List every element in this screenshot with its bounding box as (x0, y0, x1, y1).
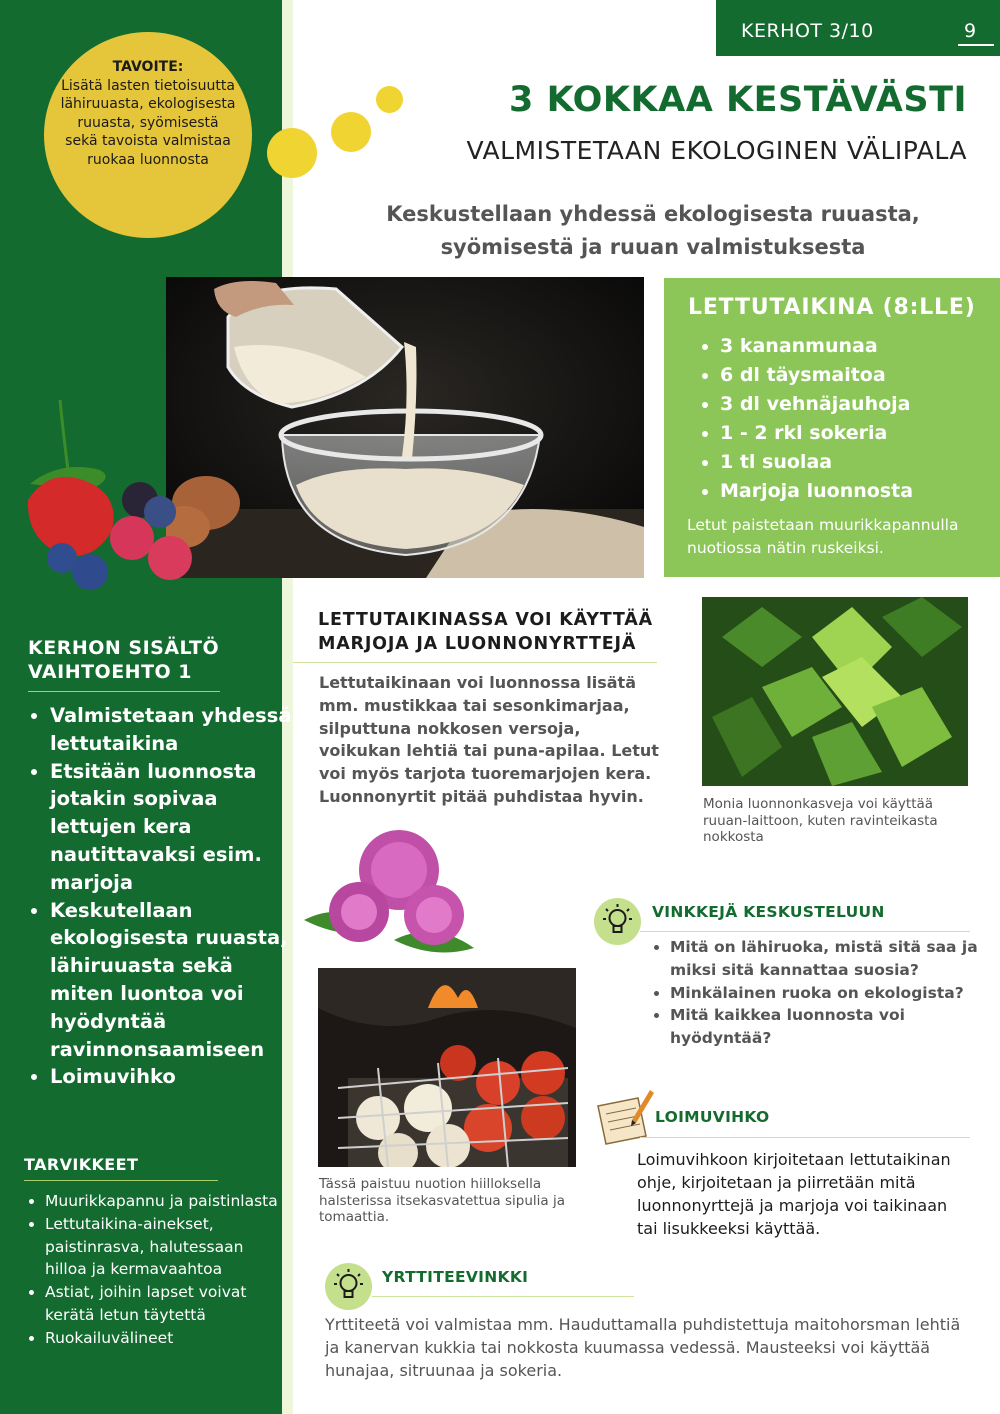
notebook-body: Loimuvihkoon kirjoitetaan lettutaikinan ohje, kirjoitetaan ja piirretään mitä luonnonyrttejä ja marjoja voi taikinaan tai lisukkeeksi käyttää. (637, 1150, 951, 1238)
supplies-item: • Muurikkapannu ja paistinlasta (45, 1190, 290, 1213)
page-subtitle: VALMISTETAAN EKOLOGINEN VÄLIPALA (466, 136, 967, 165)
club-content-item: • Valmistetaan yhdessä lettutaikina (50, 702, 300, 758)
berries-section-divider (293, 662, 657, 663)
supplies-item: • Astiat, joihin lapset voivat kerätä letun täytettä (45, 1281, 290, 1327)
supplies-title: TARVIKKEET (24, 1155, 139, 1174)
tips-list (648, 936, 990, 1050)
campfire-caption: Tässä paistuu nuotion hiilloksella halsterissa itsekasvatettua sipulia ja tomaattia. (319, 1176, 565, 1225)
tips-item: • Minkälainen ruoka on ekologista? (670, 982, 990, 1005)
goal-text (60, 58, 236, 169)
berries-section-body: Lettutaikinaan voi luonnossa lisätä mm. mustikkaa tai sesonkimarjaa, silputtuna nokkosen versoja, voikukan lehtiä tai puna-apilaa. Letut voi myös tarjota tuoremarjojen kera. Luonnonyrtit pitää puhdistaa hyvin. (319, 673, 659, 806)
recipe-ingredient-list (696, 332, 913, 506)
club-content-item: • Etsitään luonnosta jotakin sopivaa lettujen kera nautittavaksi esim. marjoja (50, 758, 300, 897)
goal-description: Lisätä lasten tietoisuutta lähiruuasta, ekologisesta ruuasta, syömisestä sekä tavoista valmistaa ruokaa luonnosta (60, 77, 236, 168)
lightbulb-icon (325, 1263, 372, 1310)
page-number: 9 (964, 20, 977, 42)
page-title: 3 KOKKAA KESTÄVÄSTI (509, 80, 967, 120)
nettle-photo (702, 597, 968, 786)
herb-tea-body: Yrttiteetä voi valmistaa mm. Hauduttamalla puhdistettuja maitohorsman lehtiä ja kanervan kukkia tai nokkosta kuumassa vedessä. Mausteeksi voi käyttää hunajaa, sitruunaa ja sokeria. (325, 1315, 961, 1380)
supplies-list (24, 1190, 290, 1350)
recipe-ingredient: • Marjoja luonnosta (720, 477, 913, 506)
recipe-ingredient: • 6 dl täysmaitoa (720, 361, 913, 390)
recipe-title: LETTUTAIKINA (8:LLE) (688, 295, 976, 320)
club-content-item: • Loimuvihko (50, 1063, 300, 1091)
decor-dot-large (267, 128, 317, 178)
recipe-note: Letut paistetaan muurikkapannulla nuotiossa nätin ruskeiksi. (687, 516, 959, 557)
herb-tea-title: YRTTITEEVINKKI (382, 1268, 529, 1286)
tips-divider (640, 931, 970, 932)
club-content-title: KERHON SISÄLTÖ VAIHTOEHTO 1 (28, 637, 220, 683)
decor-dot-small (376, 86, 403, 113)
goal-title: TAVOITE: (112, 59, 184, 75)
supplies-item: • Lettutaikina-ainekset, paistinrasva, halutessaan hilloa ja kermavaahtoa (45, 1213, 290, 1281)
notebook-divider (640, 1137, 970, 1138)
red-clover-photo (304, 820, 486, 966)
recipe-ingredient: • 3 dl vehnäjauhoja (720, 390, 913, 419)
herb-tea-divider (372, 1296, 634, 1297)
club-content-item: • Keskutellaan ekologisesta ruuasta, lähiruuasta sekä miten luontoa voi hyödyntää ravinnonsaamiseen (50, 897, 300, 1064)
recipe-ingredient: • 3 kananmunaa (720, 332, 913, 361)
notebook-title: LOIMUVIHKO (655, 1108, 770, 1126)
tips-item: • Mitä kaikkea luonnosta voi hyödyntää? (670, 1004, 990, 1050)
campfire-grill-photo (318, 968, 576, 1167)
club-content-list (26, 702, 300, 1091)
supplies-divider (24, 1180, 218, 1181)
page-number-underline (958, 44, 994, 46)
notebook-pen-icon (592, 1086, 654, 1148)
berries-illustration (20, 400, 200, 590)
berries-section-title: LETTUTAIKINASSA VOI KÄYTTÄÄ MARJOJA JA LUONNONYRTTEJÄ (318, 610, 653, 654)
header-label: KERHOT 3/10 (741, 20, 874, 42)
lightbulb-icon (594, 898, 641, 945)
tips-title: VINKKEJÄ KESKUSTELUUN (652, 903, 885, 921)
tips-item: • Mitä on lähiruoka, mistä sitä saa ja miksi sitä kannattaa suosia? (670, 936, 990, 982)
decor-dot-medium (331, 112, 371, 152)
recipe-ingredient: • 1 tl suolaa (720, 448, 913, 477)
supplies-item: • Ruokailuvälineet (45, 1327, 290, 1350)
batter-pouring-photo (166, 277, 644, 578)
recipe-ingredient: • 1 - 2 rkl sokeria (720, 419, 913, 448)
club-content-divider (28, 691, 220, 692)
intro-text: Keskustellaan yhdessä ekologisesta ruuasta, syömisestä ja ruuan valmistuksesta (386, 202, 920, 259)
nettle-caption: Monia luonnonkasveja voi käyttää ruuan-laittoon, kuten ravinteikasta nokkosta (703, 796, 938, 845)
